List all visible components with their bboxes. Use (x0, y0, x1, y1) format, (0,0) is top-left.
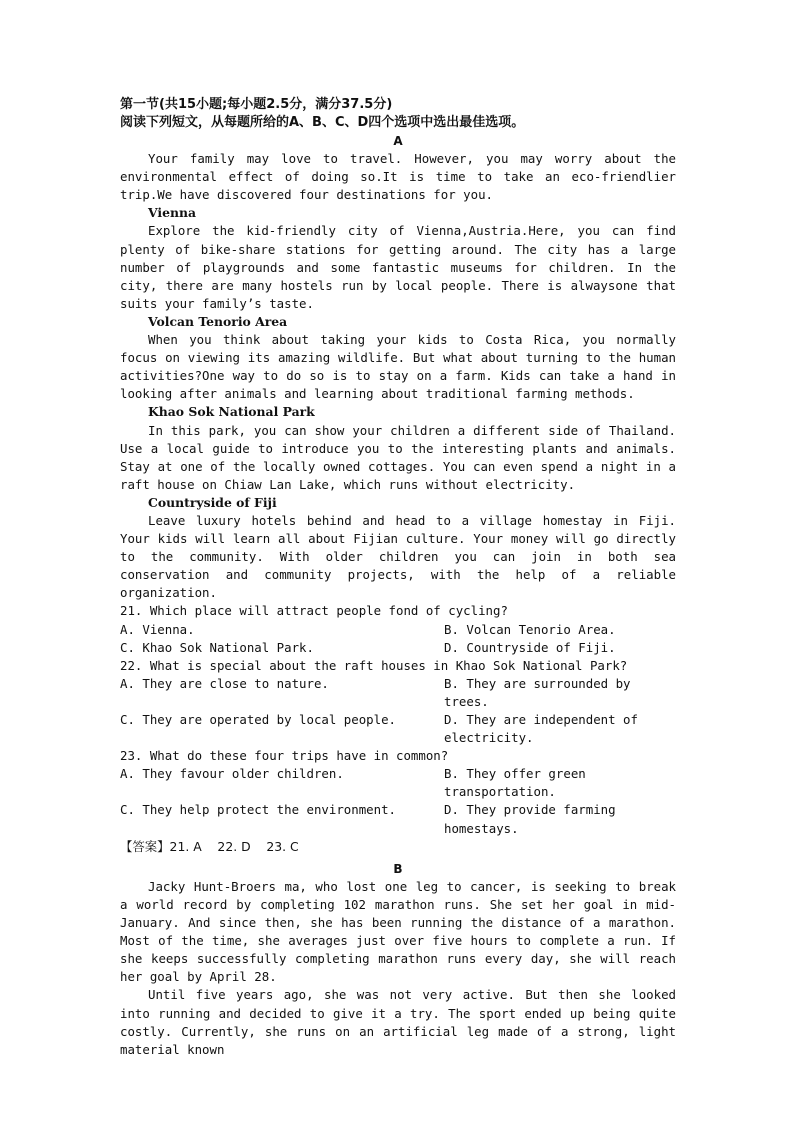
passage-a-label: A (393, 134, 403, 148)
option-22-b: B. They are surrounded by trees. (444, 675, 638, 709)
question-21-options (120, 621, 676, 657)
option-22-c: C. They are operated by local people. (120, 712, 397, 727)
option-22-a: A. They are close to nature. (120, 675, 329, 691)
subheading-fiji: Countryside of Fiji (148, 494, 277, 510)
answer-key: 【答案】21. A 22. D 23. C (120, 838, 299, 854)
question-23-stem: 23. What do these four trips have in common? (120, 748, 449, 764)
option-21-a: A. Vienna. (120, 621, 195, 637)
section-instruction: 阅读下列短文，从每题所给的A、B、C、D四个选项中选出最佳选项。 (120, 115, 525, 130)
passage-b-label: B (393, 861, 403, 876)
passage-b-paragraph-1: Jacky Hunt-Broers ma, who lost one leg to cancer, is seeking to break a world record by completing 102 marathon runs. She set her goal in mid-January. And since then, she has been running the distance of a marathon. Most of the time, she averages just over five hours to complete a run. If she keeps successfully completing marathon runs every day, she will reach her goal by April 28. (120, 878, 676, 985)
question-21-stem: 21. Which place will attract people fond of cycling? (120, 603, 508, 619)
option-23-c: C. They help protect the environment. (120, 802, 397, 818)
passage-b-paragraph-2: Until five years ago, she was not very active. But then she looked into running and decided to give it a try. The sport ended up being quite costly. Currently, she runs on an artificial leg made of a strong, light material known (120, 987, 676, 1057)
option-21-c: C. Khao Sok National Park. (120, 639, 314, 655)
option-23-d: D. They provide farming homestays. (444, 802, 624, 836)
paragraph-volcan-tenorio: When you think about taking your kids to Costa Rica, you normally focus on viewing its amazing wildlife. But what about turning to the human activities?One way to do so is to stay on a farm. Kids can take a hand in looking after animals and learning about traditional farming methods. (120, 332, 676, 402)
paragraph-vienna: Explore the kid-friendly city of Vienna,Austria.Here, you can find plenty of bike-share stations for getting around. The city has a large number of playgrounds and some fantastic museums for children. In the city, there are many hostels run by local people. There is alwaysone that suits your family’s taste. (120, 223, 676, 311)
option-21-d: D. Countryside of Fiji. (444, 639, 616, 655)
subheading-vienna: Vienna (148, 205, 197, 221)
option-21-b: B. Volcan Tenorio Area. (444, 621, 616, 637)
section-title: 第一节(共15小题;每小题2.5分，满分37.5分) (120, 97, 393, 112)
document-page (120, 96, 676, 1059)
paragraph-khao-sok: In this park, you can show your children a different side of Thailand. Use a local guide to introduce you to the interesting plants and animals. Stay at one of the locally owned cottages. You can even spend a night in a raft house on Chiaw Lan Lake, which runs without electricity. (120, 422, 676, 492)
question-22-options (120, 675, 676, 747)
option-23-a: A. They favour older children. (120, 766, 344, 782)
subheading-khao-sok: Khao Sok National Park (148, 404, 315, 420)
question-23-options (120, 765, 676, 837)
question-22-stem: 22. What is special about the raft houses in Khao Sok National Park? (120, 657, 628, 673)
passage-a-intro: Your family may love to travel. However, you may worry about the environmental effect of doing so.It is time to take an eco-friendlier trip.We have discovered four destinations for you. (120, 151, 676, 203)
option-22-d: D. They are independent of electricity. (444, 712, 646, 746)
option-23-b: B. They offer green transportation. (444, 766, 594, 800)
subheading-volcan-tenorio: Volcan Tenorio Area (148, 313, 288, 329)
paragraph-fiji: Leave luxury hotels behind and head to a village homestay in Fiji. Your kids will learn all about Fijian culture. Your money will go directly to the community. With older children you can join in both sea conservation and community projects, with the help of a reliable organization. (120, 512, 676, 601)
